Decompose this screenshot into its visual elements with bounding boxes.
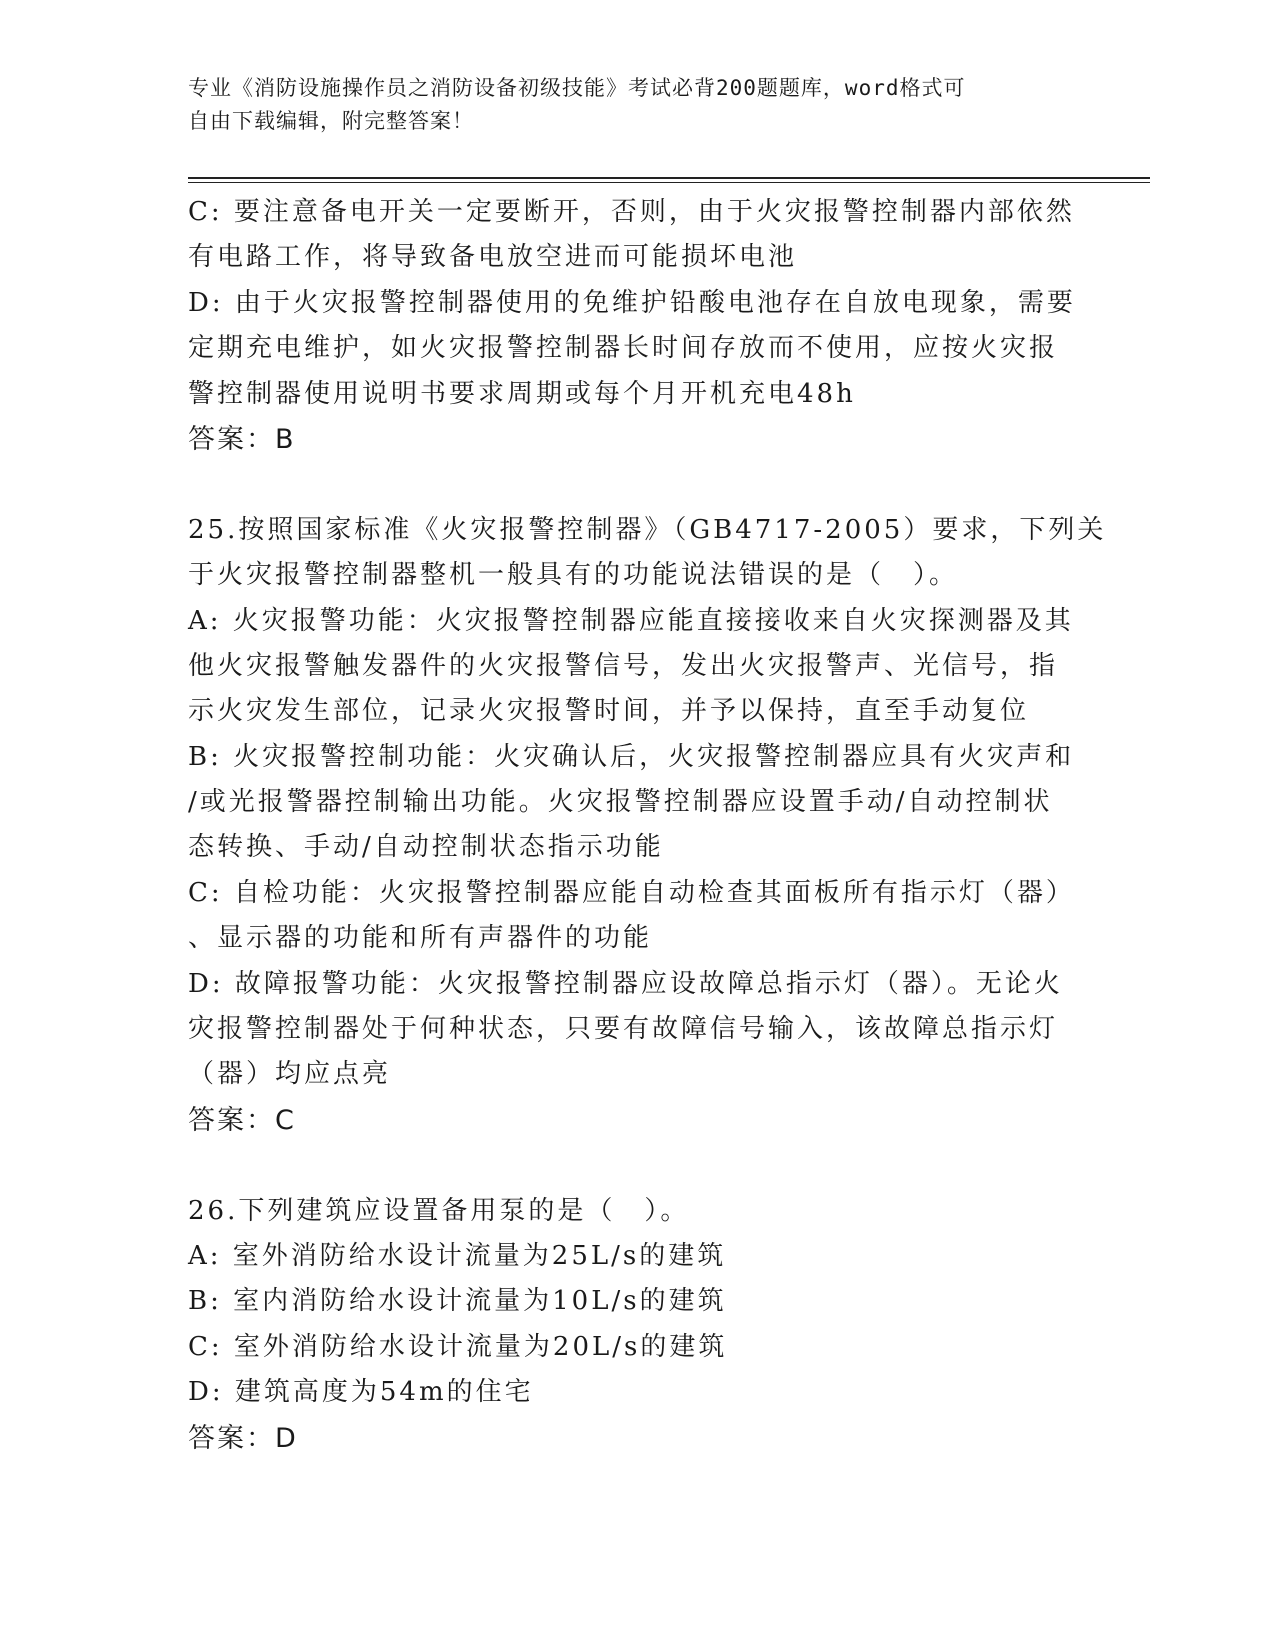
header-divider-thin — [188, 182, 1150, 183]
document-body — [188, 190, 1107, 1461]
option-text-line: A: 室外消防给水设计流量为25L/s的建筑 — [188, 1240, 727, 1271]
answer-label: 答案：D — [188, 1422, 298, 1454]
question-block-24-tail — [188, 190, 1088, 462]
block-spacer — [188, 462, 1088, 507]
answer-label: 答案：C — [188, 1104, 296, 1136]
block-spacer — [188, 1143, 1088, 1188]
question-block-26 — [188, 1189, 1088, 1461]
option-text-line: 他火灾报警触发器件的火灾报警信号，发出火灾报警声、光信号，指 — [188, 650, 1059, 681]
question-stem-line: 25.按照国家标准《火灾报警控制器》（GB4717-2005）要求，下列关 — [188, 514, 1107, 545]
option-text-line: B: 室内消防给水设计流量为10L/s的建筑 — [188, 1286, 727, 1317]
option-text-line: C: 自检功能：火灾报警控制器应能自动检查其面板所有指示灯（器） — [188, 877, 1075, 908]
option-text-line: D: 建筑高度为54m的住宅 — [188, 1377, 534, 1408]
option-text-line: 警控制器使用说明书要求周期或每个月开机充电48h — [188, 378, 856, 409]
option-text-line: 灾报警控制器处于何种状态，只要有故障信号输入，该故障总指示灯 — [188, 1014, 1059, 1045]
option-text-line: D: 由于火灾报警控制器使用的免维护铅酸电池存在自放电现象，需要 — [188, 287, 1076, 318]
option-text-line: B: 火灾报警控制功能：火灾确认后，火灾报警控制器应具有火灾声和 — [188, 741, 1075, 772]
option-text-line: A: 火灾报警功能：火灾报警控制器应能直接接收来自火灾探测器及其 — [188, 605, 1074, 636]
answer-label: 答案：B — [188, 423, 296, 455]
option-text-line: D: 故障报警功能：火灾报警控制器应设故障总指示灯（器）。无论火 — [188, 968, 1063, 999]
option-text-line: C: 要注意备电开关一定要断开，否则，由于火灾报警控制器内部依然 — [188, 197, 1075, 227]
header-divider-thick — [188, 177, 1150, 179]
document-header — [188, 72, 1068, 138]
option-text-line: 、显示器的功能和所有声器件的功能 — [188, 923, 653, 954]
option-text-line: （器）均应点亮 — [188, 1059, 392, 1090]
question-stem-line: 26.下列建筑应设置备用泵的是（ ）。 — [188, 1195, 690, 1226]
option-text-line: /或光报警器控制输出功能。火灾报警控制器应设置手动/自动控制状 — [188, 787, 1053, 818]
question-block-25 — [188, 508, 1107, 1143]
option-text-line: 定期充电维护，如火灾报警控制器长时间存放而不使用，应按火灾报 — [188, 333, 1059, 364]
option-text-line: C: 室外消防给水设计流量为20L/s的建筑 — [188, 1331, 728, 1362]
header-line-1: 专业《消防设施操作员之消防设备初级技能》考试必背200题题库，word格式可 — [188, 76, 966, 100]
option-text-line: 态转换、手动/自动控制状态指示功能 — [188, 832, 664, 863]
question-stem-line: 于火灾报警控制器整机一般具有的功能说法错误的是（ ）。 — [188, 560, 959, 591]
option-text-line: 示火灾发生部位，记录火灾报警时间，并予以保持，直至手动复位 — [188, 696, 1030, 727]
header-line-2: 自由下载编辑，附完整答案！ — [188, 109, 474, 133]
option-text-line: 有电路工作，将导致备电放空进而可能损坏电池 — [188, 242, 798, 273]
